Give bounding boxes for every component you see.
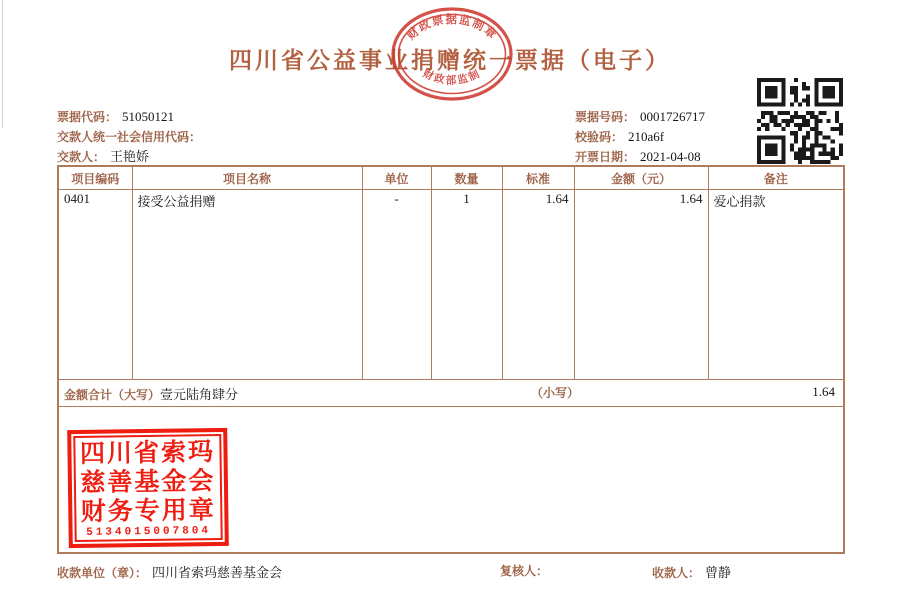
total-cell xyxy=(58,380,844,407)
header-info-left xyxy=(57,107,206,167)
cell-standard: 1.64 xyxy=(502,190,574,380)
reviewer-label: 复核人： xyxy=(500,564,549,578)
total-amount-words: 壹元陆角肆分 xyxy=(160,386,239,402)
payee-unit-value: 四川省索玛慈善基金会 xyxy=(152,565,283,580)
total-row xyxy=(58,380,844,407)
cell-quantity: 1 xyxy=(431,190,502,380)
finance-seal-inner xyxy=(73,434,222,542)
issue-date-label: 开票日期： xyxy=(575,150,636,164)
col-header-quantity: 数量 xyxy=(431,166,502,190)
credit-code-row xyxy=(57,127,206,147)
cashier-label: 收款人： xyxy=(652,566,701,580)
receipt-code-row xyxy=(57,107,206,127)
issue-date-row xyxy=(575,147,705,167)
payee-unit-label: 收款单位（章）： xyxy=(57,566,148,580)
footer-signers xyxy=(57,562,843,584)
finance-seal xyxy=(67,428,229,548)
seal-digits: 5134015007804 xyxy=(86,525,212,539)
total-amount-value: 1.64 xyxy=(812,384,835,399)
cell-unit: - xyxy=(362,190,431,380)
stamp-bottom-text: 财政部监制 xyxy=(420,68,484,87)
col-header-standard: 标准 xyxy=(502,166,574,190)
receipt-code-value: 51050121 xyxy=(122,109,175,124)
total-amount-label: 金额合计（大写） xyxy=(64,387,161,402)
seal-line-2: 慈善基金会 xyxy=(80,467,216,497)
col-header-unit: 单位 xyxy=(362,166,431,190)
reviewer-row xyxy=(500,562,553,579)
issue-date-value: 2021-04-08 xyxy=(640,149,701,164)
cashier-row xyxy=(652,562,731,581)
stamp-arc-text: 财政票据监制章 xyxy=(405,14,499,43)
qr-code xyxy=(757,78,843,164)
receipt-number-row xyxy=(575,107,705,127)
credit-code-label: 交款人统一社会信用代码： xyxy=(57,130,202,144)
check-code-value: 210a6f xyxy=(628,129,665,144)
seal-row xyxy=(58,407,844,554)
cell-note: 爱心捐款 xyxy=(708,190,844,380)
col-header-amount: 金额（元） xyxy=(574,166,708,190)
check-code-label: 校验码： xyxy=(575,130,624,144)
payer-value: 王艳娇 xyxy=(110,149,150,164)
payer-label: 交款人： xyxy=(57,150,106,164)
total-small-label: （小写） xyxy=(531,386,580,400)
seal-line-1: 四川省索玛 xyxy=(79,438,216,468)
cell-item-name: 接受公益捐赠 xyxy=(132,190,362,380)
header-info-right xyxy=(575,107,705,167)
cashier-value: 曾静 xyxy=(705,565,732,580)
table-row xyxy=(58,190,844,380)
items-table xyxy=(57,165,845,554)
cell-amount: 1.64 xyxy=(574,190,708,380)
receipt-code-label: 票据代码： xyxy=(57,110,118,124)
table-header-row xyxy=(58,166,844,190)
fiscal-supervision-stamp xyxy=(388,5,516,104)
check-code-row xyxy=(575,127,705,147)
seal-cell xyxy=(58,407,844,554)
payer-row xyxy=(57,147,206,167)
receipt-number-value: 0001726717 xyxy=(640,109,706,124)
col-header-note: 备注 xyxy=(708,166,844,190)
col-header-item-name: 项目名称 xyxy=(132,166,362,190)
seal-line-3: 财务专用章 xyxy=(80,496,217,526)
receipt-number-label: 票据号码： xyxy=(575,110,636,124)
cell-item-code: 0401 xyxy=(58,190,132,380)
receipt-title: 四川省公益事业捐赠统一票据（电子） xyxy=(229,48,671,73)
col-header-item-code: 项目编码 xyxy=(58,166,132,190)
payee-unit-row xyxy=(57,562,282,581)
